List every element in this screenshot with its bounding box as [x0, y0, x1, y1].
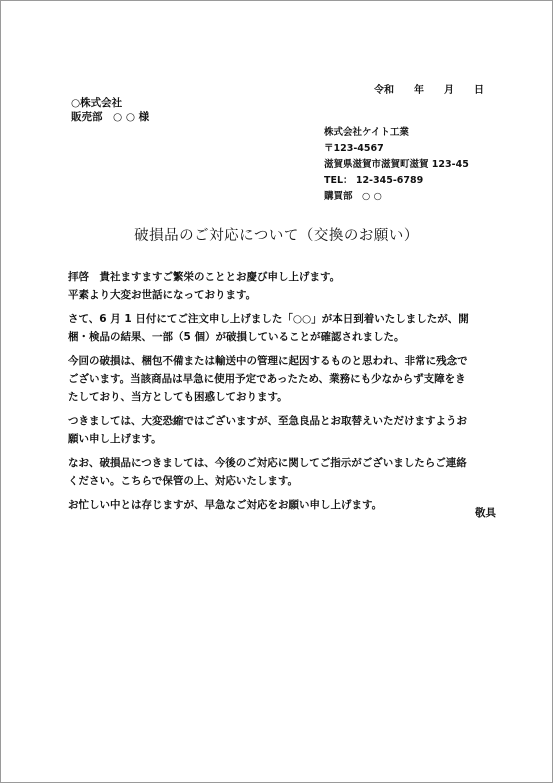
addressee-block — [71, 96, 149, 124]
body-line: ください。こちらで保管の上、対応いたします。 — [68, 475, 299, 487]
body-line: たしており、当方としても困惑しております。 — [68, 391, 288, 403]
letter-date: 令和 年 月 日 — [374, 85, 484, 96]
body-line: さて、6 月 1 日付にてご注文申し上げました「○○」が本日到着いたしましたが、開 — [68, 313, 469, 325]
body-line: 平素より大変お世話になっております。 — [68, 289, 257, 301]
body-line: 願い申し上げます。 — [68, 433, 162, 445]
paragraph-issue — [68, 310, 498, 346]
body-line: つきましては、大変恐縮ではございますが、至急良品とお取替えいただけますようお — [68, 415, 467, 427]
body-line: お忙しい中とは存じますが、早急なご対応をお願い申し上げます。 — [68, 499, 383, 511]
sender-company: 株式会社ケイト工業 — [324, 127, 409, 138]
sender-address: 滋賀県滋賀市滋賀町滋賀 123-45 — [324, 159, 469, 170]
letter-body — [68, 268, 498, 520]
letter-title: 破損品のご対応について（交換のお願い） — [134, 228, 419, 244]
paragraph-request — [68, 412, 498, 448]
body-line: 梱・検品の結果、一部（5 個）が破損していることが確認されました。 — [68, 331, 405, 343]
body-line: 今回の破損は、梱包不備または輸送中の管理に起因するものと思われ、非常に残念で — [68, 355, 468, 367]
sender-phone: TEL： 12-345-6789 — [324, 175, 424, 186]
paragraph-impact — [68, 352, 498, 406]
paragraph-greeting — [68, 268, 498, 304]
body-line: なお、破損品につきましては、今後のご対応に関してご指示がございましたらご連絡 — [68, 457, 467, 469]
body-line: 拝啓 貴社ますますご繁栄のこととお慶び申し上げます。 — [68, 271, 341, 283]
addressee-company: ○株式会社 — [71, 97, 123, 109]
paragraph-closing-request — [68, 496, 498, 514]
sender-postal-code: 〒123-4567 — [324, 143, 384, 154]
closing-phrase: 敬具 — [475, 507, 496, 519]
paragraph-instructions — [68, 454, 498, 490]
sender-block — [324, 125, 469, 205]
addressee-department: 販売部 ○ ○ 様 — [71, 111, 150, 123]
body-line: ございます。当該商品は早急に使用予定であったため、業務にも少なからず支障をき — [68, 373, 466, 385]
sender-department: 購買部 ○ ○ — [324, 191, 382, 202]
